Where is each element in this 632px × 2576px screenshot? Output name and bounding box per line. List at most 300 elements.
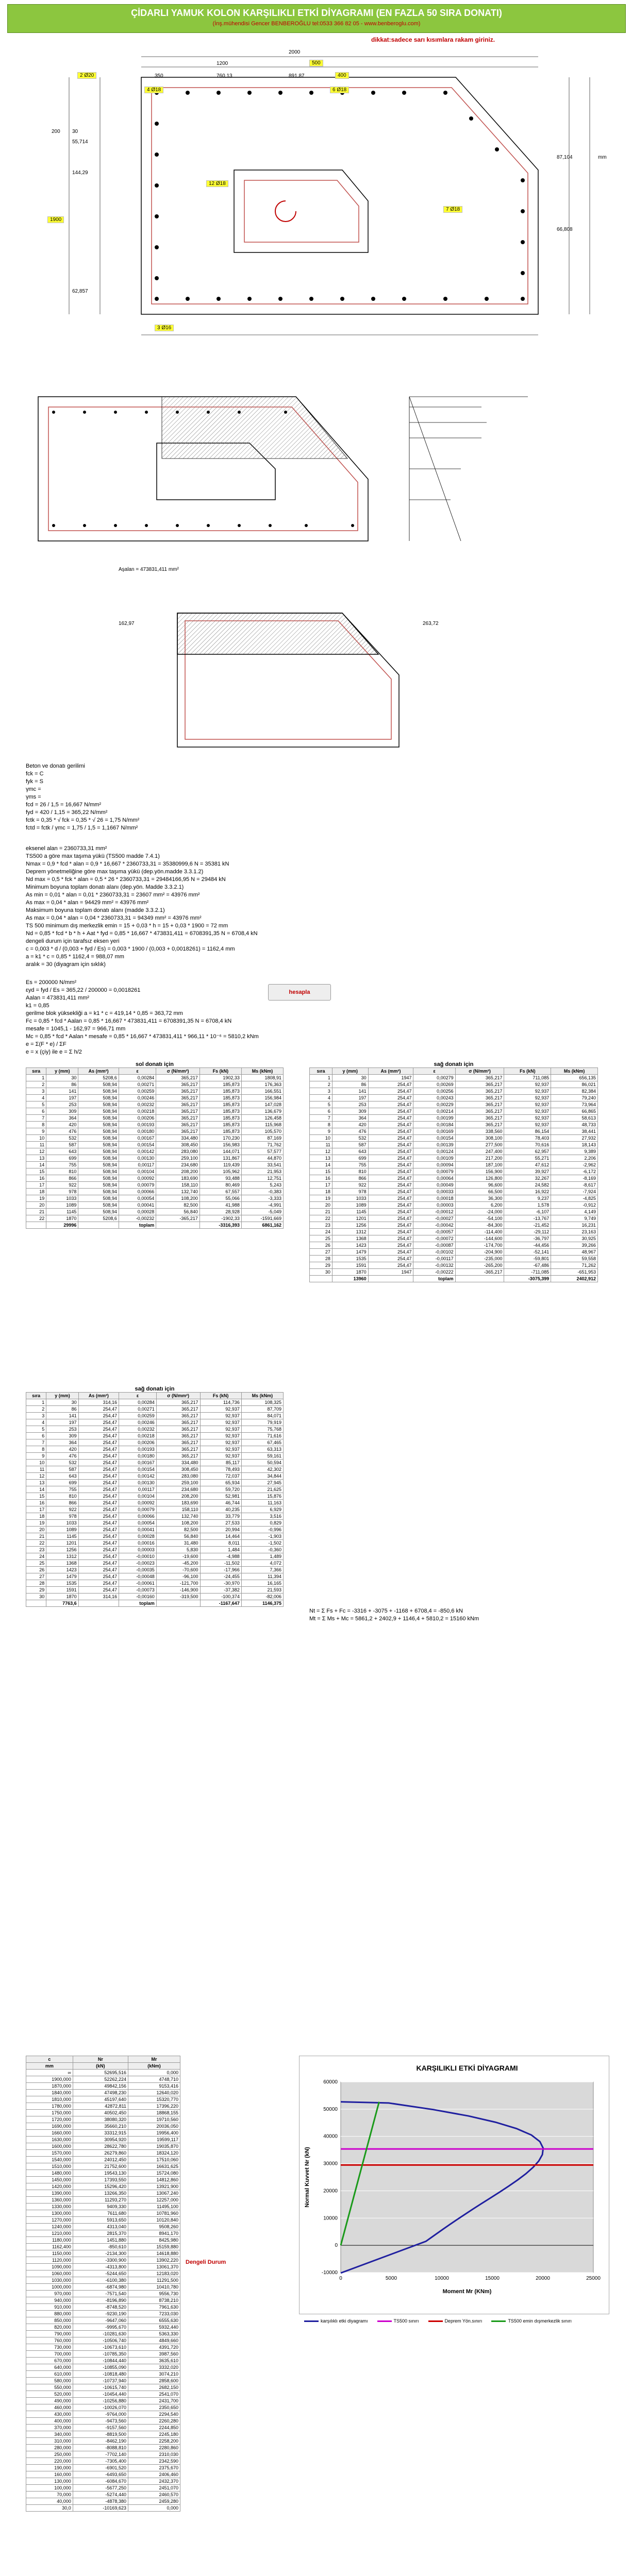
table-cell: 699	[332, 1155, 368, 1162]
table-cell: 1420,000	[26, 2183, 73, 2190]
y-tick-label: 30000	[323, 2161, 338, 2167]
table-cell: 1947	[368, 1075, 413, 1081]
table-cell: 365,217	[156, 1426, 200, 1433]
table-header: Ms (kNm)	[241, 1393, 283, 1399]
table-row	[26, 2438, 180, 2445]
table-cell: -54,100	[455, 1215, 504, 1222]
table-cell: 52,981	[200, 1493, 241, 1500]
table-cell: 3,516	[241, 1513, 283, 1520]
table-row	[26, 2150, 180, 2157]
table-cell: -0,00027	[413, 1215, 455, 1222]
table-row	[26, 2163, 180, 2170]
table-cell: 1450,000	[26, 2177, 73, 2183]
legend-swatch	[377, 2320, 392, 2322]
table-cell: -7702,140	[73, 2451, 128, 2458]
table-row	[26, 1460, 284, 1466]
table-cell: 259,100	[156, 1480, 200, 1486]
table-cell: 86	[46, 1406, 78, 1413]
table-cell: 40502,450	[73, 2110, 128, 2116]
table-cell: 550,000	[26, 2384, 73, 2391]
calc-line: Deprem yönetmeliğine göre max taşıma yükü (dep.yön.madde 3.3.1.2)	[26, 869, 204, 875]
table-cell: 185,873	[199, 1115, 241, 1122]
table-cell: 42872,811	[73, 2103, 128, 2110]
table-cell: 47,612	[504, 1162, 551, 1168]
table-row	[26, 1493, 284, 1500]
table-cell: 9,389	[551, 1148, 598, 1155]
table-cell: 1089	[332, 1202, 368, 1209]
table-cell: 2	[26, 1406, 46, 1413]
bar-f-input[interactable]: 3 Ø16	[155, 325, 174, 331]
table-cell: 978	[46, 1189, 78, 1195]
table-cell: 0,00079	[119, 1506, 157, 1513]
table-row	[26, 2123, 180, 2130]
table-cell: 2245,180	[128, 2431, 180, 2438]
table-row	[26, 2297, 180, 2304]
table-cell: -82,006	[241, 1594, 283, 1600]
table-cell: 910,000	[26, 2304, 73, 2311]
table-cell: -0,00073	[119, 1587, 157, 1594]
table-cell: 0,00284	[119, 1399, 157, 1406]
table-row	[26, 2230, 180, 2237]
table-cell: -0,00023	[119, 1560, 157, 1567]
table-cell: 176,363	[241, 1081, 283, 1088]
table-row	[310, 1142, 598, 1148]
table-cell: 699	[46, 1155, 78, 1162]
table-cell: 0,00154	[119, 1466, 157, 1473]
table-cell: 254,47	[368, 1095, 413, 1101]
table-row	[310, 1182, 598, 1189]
table-cell: 141	[46, 1413, 78, 1419]
table-row	[26, 2391, 180, 2398]
bar-e-input[interactable]: 7 Ø18	[443, 206, 462, 213]
table-cell: -10785,350	[73, 2351, 128, 2358]
table-cell: 254,47	[78, 1426, 119, 1433]
table-header: Ms (kNm)	[241, 1068, 283, 1075]
table-cell: 14618,880	[128, 2250, 180, 2257]
plan-drawing	[7, 46, 625, 366]
table-cell: -37,382	[200, 1587, 241, 1594]
table-cell: 27,533	[200, 1520, 241, 1527]
table-header: ε	[413, 1068, 455, 1075]
table-cell: 370,000	[26, 2425, 73, 2431]
table-cell: -144,600	[455, 1235, 504, 1242]
table-row	[26, 1142, 284, 1148]
table-row	[310, 1256, 598, 1262]
table-cell: 1808,91	[241, 1075, 283, 1081]
legend-label: Deprem Yön.sınırı	[444, 2318, 483, 2324]
bar-c-input[interactable]: 6 Ø18	[330, 87, 349, 93]
table-cell: 136,679	[241, 1108, 283, 1115]
table-cell: 5,830	[156, 1547, 200, 1553]
table-cell: 365,217	[156, 1081, 200, 1088]
table-row	[310, 1189, 598, 1195]
table-cell: 309	[46, 1433, 78, 1439]
table-cell: 810	[46, 1493, 78, 1500]
table-cell: 12	[26, 1148, 46, 1155]
table-row	[310, 1215, 598, 1222]
table-cell: 59,161	[241, 1453, 283, 1460]
table-header: sıra	[26, 1068, 46, 1075]
table-cell: 2,206	[551, 1155, 598, 1162]
table-row	[26, 1195, 284, 1202]
table-cell: 254,47	[368, 1242, 413, 1249]
table-row	[26, 2398, 180, 2404]
table-cell: 22	[310, 1215, 332, 1222]
table-row	[26, 2224, 180, 2230]
table-cell: 254,47	[368, 1209, 413, 1215]
table-cell: 0,00104	[119, 1168, 156, 1175]
table-row	[26, 1148, 284, 1155]
table-row	[26, 1101, 284, 1108]
table-cell: 2258,200	[128, 2438, 180, 2445]
dim-top-d: 891,87	[289, 73, 305, 79]
table-row	[26, 2451, 180, 2458]
y-tick-label: -10000	[321, 2270, 338, 2276]
table-row	[26, 2076, 180, 2083]
table-cell: -121,700	[156, 1580, 200, 1587]
table-cell: 1479	[332, 1249, 368, 1256]
table-cell: 80,469	[199, 1182, 241, 1189]
table-cell: 1	[26, 1399, 46, 1406]
table-row	[26, 1095, 284, 1101]
table-cell: 254,47	[368, 1229, 413, 1235]
table-cell: 790,000	[26, 2331, 73, 2337]
table-cell: 11	[310, 1142, 332, 1148]
dim-top-total: 2000	[289, 49, 301, 55]
table-row	[26, 1533, 284, 1540]
table-row	[26, 2445, 180, 2451]
table-cell: 314,16	[78, 1594, 119, 1600]
table-cell: 308,100	[455, 1135, 504, 1142]
table-cell: 33,779	[200, 1513, 241, 1520]
table-cell: 254,47	[78, 1486, 119, 1493]
table-cell: 59,720	[200, 1486, 241, 1493]
table-cell: -9157,560	[73, 2425, 128, 2431]
table-cell: 508,94	[78, 1209, 119, 1215]
table-cell: 108,200	[156, 1195, 200, 1202]
table-cell: 20	[310, 1202, 332, 1209]
bar-b-input[interactable]: 4 Ø18	[144, 87, 163, 93]
table-cell: 0,00243	[413, 1095, 455, 1101]
table-cell: 35660,210	[73, 2123, 128, 2130]
table-cell: -24,455	[200, 1573, 241, 1580]
table-cell: -0,00102	[413, 1249, 455, 1256]
table-cell: 1630,000	[26, 2137, 73, 2143]
table-cell: -9647,060	[73, 2317, 128, 2324]
table-row	[26, 1594, 284, 1600]
table-header: As (mm²)	[368, 1068, 413, 1075]
table-row	[26, 2431, 180, 2438]
table-cell: -3316,393	[199, 1222, 241, 1229]
table-cell: 0,00066	[119, 1513, 157, 1520]
table-cell: 283,080	[156, 1148, 200, 1155]
table-cell: 508,94	[78, 1108, 119, 1115]
table-cell: 508,94	[78, 1088, 119, 1095]
table-cell: -0,00035	[119, 1567, 157, 1573]
table-cell: 38080,320	[73, 2116, 128, 2123]
bar-a-input[interactable]: 2 Ø20	[77, 72, 96, 79]
table-cell: 4	[310, 1095, 332, 1101]
table-cell: 19035,870	[128, 2143, 180, 2150]
table-cell: 46,744	[200, 1500, 241, 1506]
table-cell: 1146,375	[241, 1600, 283, 1607]
table-cell: 922	[46, 1506, 78, 1513]
materials-line: Beton ve donatı gerilimi	[26, 763, 85, 769]
table-cell: -5677,250	[73, 2485, 128, 2492]
dim-unit-mm: mm	[598, 155, 607, 160]
table-cell: -0,00117	[413, 1256, 455, 1262]
calc-block-2	[26, 979, 397, 1056]
table-cell: 73,964	[551, 1101, 598, 1108]
table-cell: 15,876	[241, 1493, 283, 1500]
table-cell: 254,47	[78, 1493, 119, 1500]
table-cell: 365,217	[156, 1439, 200, 1446]
table-cell: 253	[46, 1426, 78, 1433]
hesapla-button[interactable]: hesapla	[268, 984, 331, 1001]
table-cell: 1270,000	[26, 2217, 73, 2224]
dim-top-f-input[interactable]: 500	[309, 60, 323, 66]
compression-block-drawing	[7, 592, 625, 762]
table-cell: 9	[310, 1128, 332, 1135]
table-cell: 643	[46, 1148, 78, 1155]
table-cell: 9556,730	[128, 2291, 180, 2297]
table-cell: 0,00199	[413, 1115, 455, 1122]
bar-d-input[interactable]: 12 Ø18	[206, 180, 228, 187]
table-cell: 364	[332, 1115, 368, 1122]
table-cell: 13921,900	[128, 2183, 180, 2190]
table-cell: 185,873	[199, 1095, 241, 1101]
legend-item	[304, 2318, 368, 2324]
table-row	[310, 1088, 598, 1095]
table-cell: 0,00079	[119, 1182, 156, 1189]
table-cell: 15	[26, 1168, 46, 1175]
table-cell: 1300,000	[26, 2210, 73, 2217]
table-cell: 12	[310, 1148, 332, 1155]
calc-line: As max = 0,04 * alan = 0,04 * 2360733,31 = 94349 mm² = 43976 mm²	[26, 915, 202, 921]
table-cell: 253	[46, 1101, 78, 1108]
table-cell: 254,47	[78, 1419, 119, 1426]
table-cell: 0,00117	[119, 1486, 157, 1493]
table-cell: 8738,210	[128, 2297, 180, 2304]
table-cell: -0,360	[241, 1547, 283, 1553]
table-cell: 1210,000	[26, 2230, 73, 2237]
x-axis-label: Moment Mr (KNm)	[442, 2289, 492, 2295]
table-cell: 234,680	[156, 1162, 200, 1168]
table-row	[310, 1202, 598, 1209]
table-cell: 50,594	[241, 1460, 283, 1466]
table-cell: -0,00042	[413, 1222, 455, 1229]
table-cell: 3074,210	[128, 2371, 180, 2378]
table-cell: 755	[46, 1162, 78, 1168]
table-cell: 96,600	[455, 1182, 504, 1189]
table-cell: 8	[26, 1122, 46, 1128]
sum-equations	[309, 1607, 608, 1623]
table-cell: 587	[332, 1142, 368, 1148]
table-cell: -10737,940	[73, 2378, 128, 2384]
table-cell: -11,502	[200, 1560, 241, 1567]
table-row	[26, 1426, 284, 1433]
table-cell: 365,217	[455, 1095, 504, 1101]
table-cell: 19	[26, 1195, 46, 1202]
table-cell: 0,00064	[413, 1175, 455, 1182]
table-cell: 1870	[46, 1215, 78, 1222]
table-cell: 365,217	[156, 1095, 200, 1101]
table-cell: -1591,669	[241, 1215, 283, 1222]
table-cell: 810	[332, 1168, 368, 1175]
table-row	[26, 2237, 180, 2244]
table-cell: 0,00054	[119, 1195, 156, 1202]
table-cell: 338,560	[455, 1128, 504, 1135]
table-cell: 1,578	[504, 1202, 551, 1209]
table-cell: 755	[46, 1486, 78, 1493]
table-cell: 1180,000	[26, 2237, 73, 2244]
table-cell: -2,962	[551, 1162, 598, 1168]
table-cell: 17	[310, 1182, 332, 1189]
table-cell: 0,00130	[119, 1155, 156, 1162]
legend-swatch	[304, 2320, 319, 2322]
table-cell: 0,00214	[413, 1108, 455, 1115]
dim-top-e-input[interactable]: 400	[335, 72, 349, 79]
table-cell: 108,200	[156, 1520, 200, 1527]
table-cell: 0,000	[128, 2505, 180, 2512]
table-cell: 67,557	[199, 1189, 241, 1195]
legend-label: karşılıklı etki diyagramı	[321, 2318, 368, 2324]
table-cell: 5	[26, 1101, 46, 1108]
table-cell: 587	[46, 1466, 78, 1473]
table-cell: 48,967	[551, 1249, 598, 1256]
table-cell: -4,825	[551, 1195, 598, 1202]
calc-line: c = 0,003 * d / (0,003 + fyd / Es) = 0,003 * 1900 / (0,003 + 0,0018261) = 1162,4 mm	[26, 946, 235, 952]
table-cell: 4,072	[241, 1560, 283, 1567]
table-cell: 92,937	[200, 1413, 241, 1419]
dim-col-a: 30	[72, 129, 78, 134]
table-row	[26, 2244, 180, 2250]
table-row	[26, 2143, 180, 2150]
table-cell: 16	[310, 1175, 332, 1182]
table-cell: 130,000	[26, 2478, 73, 2485]
table-cell: 0,00094	[413, 1162, 455, 1168]
table-cell: 10	[26, 1135, 46, 1142]
table-cell: 17510,060	[128, 2157, 180, 2163]
table-cell: 105,962	[199, 1168, 241, 1175]
table-cell: 4	[26, 1095, 46, 1101]
calc-line: aralık = 30 (diyagram için sıklık)	[26, 961, 106, 968]
table-cell: 850,000	[26, 2317, 73, 2324]
table-cell: 36,300	[455, 1195, 504, 1202]
table-row	[26, 1215, 284, 1222]
table-cell: 45197,640	[73, 2096, 128, 2103]
table-cell: 11,163	[241, 1500, 283, 1506]
x-tick-label: 10000	[435, 2276, 449, 2281]
table-cell: -59,801	[504, 1256, 551, 1262]
table-cell: -45,200	[156, 1560, 200, 1567]
table-cell: 1591	[46, 1587, 78, 1594]
table-cell: -1902,33	[199, 1215, 241, 1222]
table-cell: 114,736	[200, 1399, 241, 1406]
table-cell: 365,217	[156, 1088, 200, 1095]
table-cell: 144,071	[199, 1148, 241, 1155]
table-cell: 254,47	[368, 1128, 413, 1135]
table-cell: 365,217	[156, 1406, 200, 1413]
table-cell: 508,94	[78, 1148, 119, 1155]
table-row	[310, 1249, 598, 1256]
table-cell: 7961,630	[128, 2304, 180, 2311]
table-cell: 2815,370	[73, 2230, 128, 2237]
table-cell: -10615,740	[73, 2384, 128, 2391]
table-cell: 21	[310, 1209, 332, 1215]
table-cell: 0,00139	[413, 1142, 455, 1148]
table-cell: 0,00180	[119, 1128, 156, 1135]
table-cell: 39,266	[551, 1242, 598, 1249]
table-cell: 15296,420	[73, 2183, 128, 2190]
y-tick-label: 0	[335, 2243, 338, 2249]
table-cell: 3	[26, 1088, 46, 1095]
table-cell: 185,873	[199, 1128, 241, 1135]
table-row	[310, 1155, 598, 1162]
table-cell: 1510,000	[26, 2163, 73, 2170]
table-cell: 254,47	[78, 1587, 119, 1594]
table-cell: 92,937	[504, 1095, 551, 1101]
table-cell: 20	[26, 1527, 46, 1533]
sol-table-wrap	[26, 1061, 284, 1229]
table-cell: 27,945	[241, 1480, 283, 1486]
sum-eq-n: Nt = Σ Fs + Fc = -3316 + -3075 + -1168 + 6708,4 = -850,6 kN	[309, 1608, 463, 1614]
table-cell: 940,000	[26, 2297, 73, 2304]
table-cell: 365,217	[156, 1399, 200, 1406]
table-cell: 508,94	[78, 1135, 119, 1142]
table-cell: 640,000	[26, 2364, 73, 2371]
table-cell: 254,47	[78, 1460, 119, 1466]
table-cell: -10844,440	[73, 2358, 128, 2364]
table-cell: -146,900	[156, 1587, 200, 1594]
table-cell: -10281,630	[73, 2331, 128, 2337]
table-cell: 1033	[46, 1520, 78, 1527]
table-row	[26, 2458, 180, 2465]
table-cell: 9153,416	[128, 2083, 180, 2090]
table-cell: 10	[26, 1460, 46, 1466]
table-cell: 254,47	[368, 1162, 413, 1168]
table-cell: 254,47	[368, 1155, 413, 1162]
table-cell: -10026,070	[73, 2404, 128, 2411]
table-cell: -6100,380	[73, 2277, 128, 2284]
dim-left-b-input[interactable]: 1900	[47, 216, 64, 223]
table-cell: 1150,000	[26, 2250, 73, 2257]
table-header: Ms (kNm)	[551, 1068, 598, 1075]
table-cell: 65,934	[200, 1480, 241, 1486]
calc2-line: Fc = 0,85 * fcd * Aalan = 0,85 * 16,667 * 473831,411 = 6708391,35 N = 6708,4 kN	[26, 1018, 232, 1024]
table-cell: 254,47	[78, 1433, 119, 1439]
table-cell: 365,217	[455, 1115, 504, 1122]
table-row	[26, 1560, 284, 1567]
table-cell: 476	[46, 1453, 78, 1460]
table-cell: 13960	[332, 1276, 368, 1282]
table-cell: 420	[46, 1446, 78, 1453]
table-row	[26, 1547, 284, 1553]
table-cell: 254,47	[368, 1215, 413, 1222]
dim-col-c: 144,29	[72, 170, 88, 176]
table-row	[310, 1195, 598, 1202]
table-cell: 866	[332, 1175, 368, 1182]
table-cell: 27,932	[551, 1135, 598, 1142]
table-cell: 15320,770	[128, 2096, 180, 2103]
table-cell: -0,00087	[413, 1242, 455, 1249]
table-cell: 254,47	[78, 1573, 119, 1580]
table-cell: 10781,960	[128, 2210, 180, 2217]
table-cell: 283,080	[156, 1473, 200, 1480]
table-cell: 365,217	[156, 1108, 200, 1115]
table-row	[26, 1473, 284, 1480]
table-cell: 580,000	[26, 2378, 73, 2384]
